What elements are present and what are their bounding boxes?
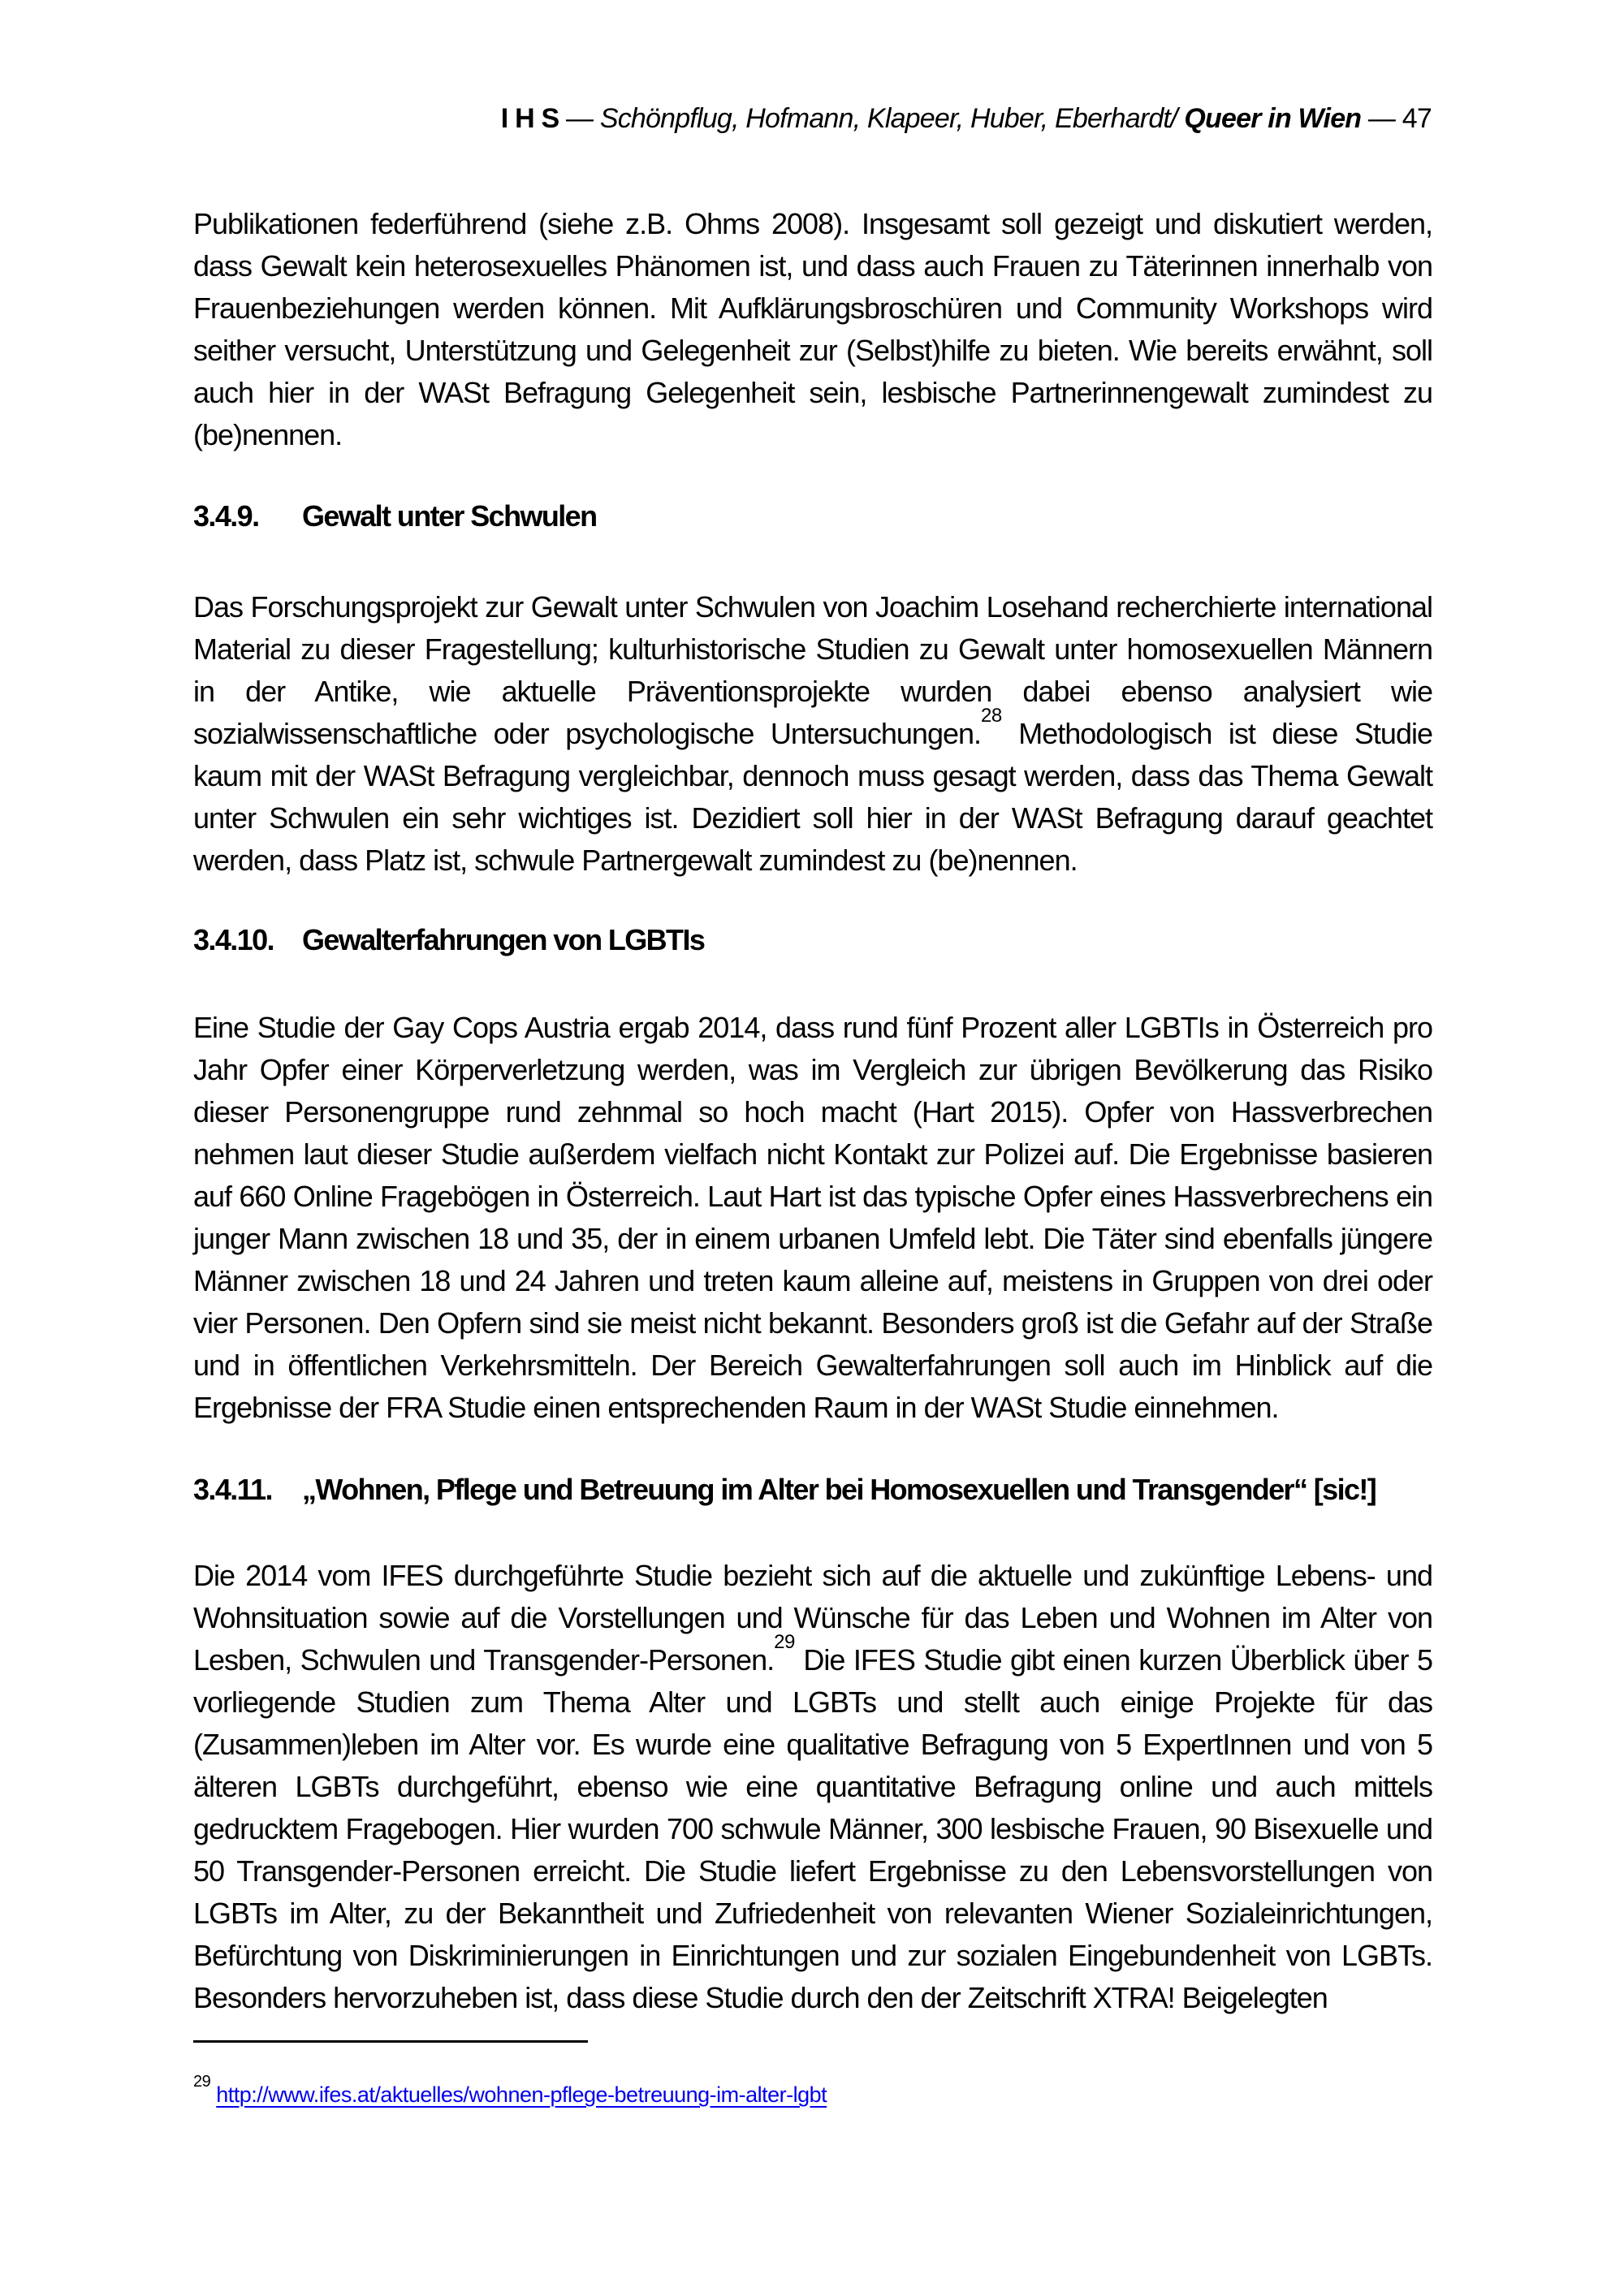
section-heading-3-4-11 xyxy=(193,1469,1432,1511)
section-title: „Wohnen, Pflege und Betreuung im Alter bei Homosexuellen und Transgender“ [sic!] xyxy=(302,1473,1376,1506)
section-title: Gewalterfahrungen von LGBTIs xyxy=(302,923,705,956)
section-number: 3.4.9. xyxy=(193,499,259,533)
section-title: Gewalt unter Schwulen xyxy=(302,499,597,533)
section-3-4-10-paragraph: Eine Studie der Gay Cops Austria ergab 2014, dass rund fünf Prozent aller LGBTIs in Österreich pro Jahr Opfer einer Körperverletzung werden, was im Vergleich zur übrigen Bevölkerung das Risiko dieser Personengruppe rund zehnmal so hoch macht (Hart 2015). Opfer von Hassverbrechen nehmen laut dieser Studie außerdem vielfach nicht Kontakt zur Polizei auf. Die Ergebnisse basieren auf 660 Online Fragebögen in Österreich. Laut Hart ist das typische Opfer eines Hassverbrechens ein junger Mann zwischen 18 und 35, der in einem urbanen Umfeld lebt. Die Täter sind ebenfalls jüngere Männer zwischen 18 und 24 Jahren und treten kaum alleine auf, meistens in Gruppen von drei oder vier Personen. Den Opfern sind sie meist nicht bekannt. Besonders groß ist die Gefahr auf der Straße und in öffentlichen Verkehrsmitteln. Der Bereich Gewalterfahrungen soll auch im Hinblick auf die Ergebnisse der FRA Studie einen entsprechenden Raum in der WASt Studie einnehmen. xyxy=(193,1011,1432,1424)
header-authors: Schönpflug, Hofmann, Klapeer, Huber, Eberhardt/ xyxy=(599,103,1177,134)
footnote-link[interactable]: http://www.ifes.at/aktuelles/wohnen-pflege-betreuung-im-alter-lgbt xyxy=(216,2082,827,2107)
footnote-marker-29: 29 xyxy=(193,2073,211,2091)
header-page-number: — 47 xyxy=(1361,103,1432,134)
paragraph-text: Das Forschungsprojekt zur Gewalt unter Schwulen von Joachim Losehand recherchierte international Material zu dieser Fragestellung; kulturhistorische Studien zu Gewalt unter homosexuellen Männern in der Antike, wie aktuelle Präventionsprojekte wurden dabei ebenso analysiert wie sozialwissenschaftliche oder psychologische Untersuchungen. xyxy=(193,590,1432,750)
header-org: I H S xyxy=(500,103,559,134)
header-report-title: Queer in Wien xyxy=(1177,103,1362,134)
section-heading-3-4-10 xyxy=(193,919,1432,961)
section-number: 3.4.11. xyxy=(193,1473,272,1506)
intro-paragraph: Publikationen federführend (siehe z.B. Ohms 2008). Insgesamt soll gezeigt und diskutiert werden, dass Gewalt kein heterosexuelles Phänomen ist, und dass auch Frauen zu Täterinnen innerhalb von Frauenbeziehungen werden können. Mit Aufklärungsbroschüren und Community Workshops wird seither versucht, Unterstützung und Gelegenheit zur (Selbst)hilfe zu bieten. Wie bereits erwähnt, soll auch hier in der WASt Befragung Gelegenheit sein, lesbische Partnerinnengewalt zumindest zu (be)nennen. xyxy=(193,207,1432,451)
footnote xyxy=(193,2073,827,2109)
paragraph-text: Die IFES Studie gibt einen kurzen Überblick über 5 vorliegende Studien zum Thema Alter und LGBTs und stellt auch einige Projekte für das (Zusammen)leben im Alter vor. Es wurde eine qualitative Befragung von 5 ExpertInnen und von 5 älteren LGBTs durchgeführt, ebenso wie eine quantitative Befragung online und auch mittels gedrucktem Fragebogen. Hier wurden 700 schwule Männer, 300 lesbische Frauen, 90 Bisexuelle und 50 Transgender-Personen erreicht. Die Studie liefert Ergebnisse zu den Lebensvorstellungen von LGBTs im Alter, zu der Bekanntheit und Zufriedenheit von relevanten Wiener Sozialeinrichtungen, Befürchtung von Diskriminierungen in Einrichtungen und zur sozialen Eingebundenheit von LGBTs. Besonders hervorzuheben ist, dass diese Studie durch den der Zeitschrift XTRA! Beigelegten xyxy=(193,1643,1432,2014)
section-number: 3.4.10. xyxy=(193,923,274,956)
footnote-area xyxy=(193,2040,827,2109)
section-3-4-11-paragraph xyxy=(193,1555,1432,2019)
footnote-ref-29: 29 xyxy=(774,1631,795,1653)
header-separator: — xyxy=(559,103,600,134)
footnote-ref-28: 28 xyxy=(981,705,1002,727)
paragraph-text: Die 2014 vom IFES durchgeführte Studie bezieht sich auf die aktuelle und zukünftige Lebens- und Wohnsituation sowie auf die Vorstellungen und Wünsche für das Leben und Wohnen im Alter von Lesben, Schwulen und Transgender-Personen. xyxy=(193,1559,1432,1677)
paragraph-text: Methodologisch ist diese Studie kaum mit der WASt Befragung vergleichbar, dennoch muss gesagt werden, dass das Thema Gewalt unter Schwulen ein sehr wichtiges ist. Dezidiert soll hier in der WASt Befragung darauf geachtet werden, dass Platz ist, schwule Partnergewalt zumindest zu (be)nennen. xyxy=(193,717,1432,877)
section-3-4-9-paragraph xyxy=(193,586,1432,882)
footnote-separator xyxy=(193,2040,588,2043)
section-heading-3-4-9 xyxy=(193,495,1432,537)
document-body xyxy=(193,0,1432,2019)
